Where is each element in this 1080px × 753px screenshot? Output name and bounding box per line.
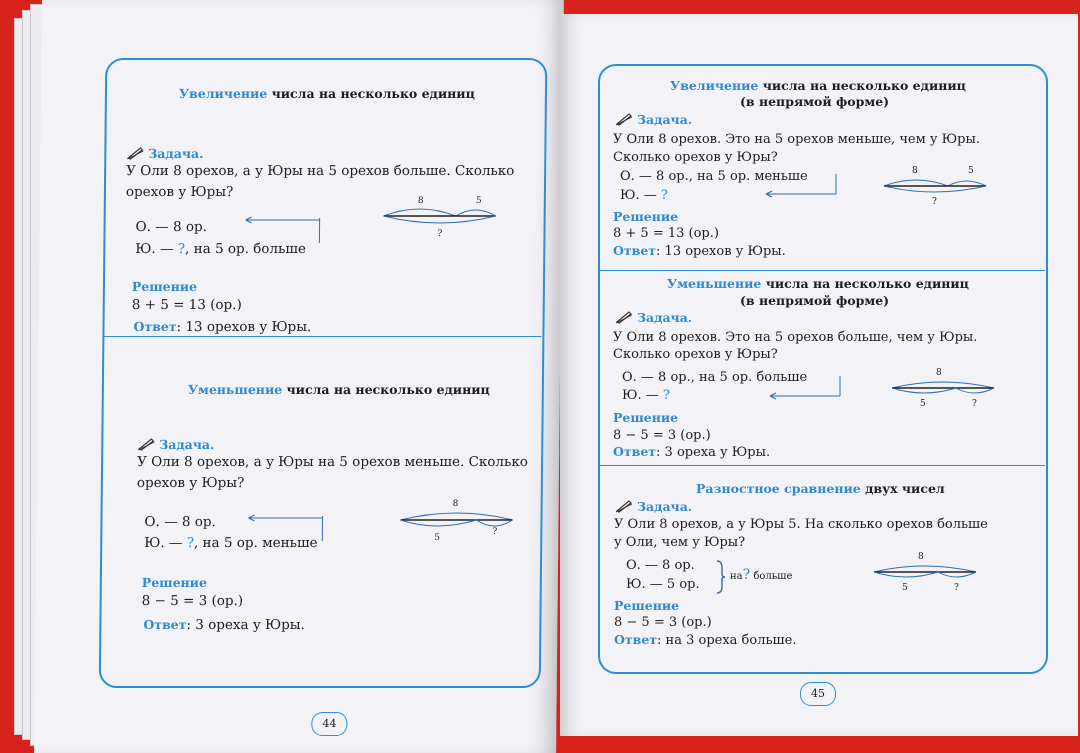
- svg-text:8: 8: [912, 166, 918, 176]
- condition-line: Ю. — ?: [622, 388, 670, 403]
- svg-text:?: ?: [972, 399, 977, 409]
- section-title: Уменьшение числа на несколько единиц: [187, 382, 490, 397]
- task-label: Задача.: [137, 437, 214, 452]
- brace-icon: [716, 560, 726, 594]
- section-title: Уменьшение числа на несколько единиц: [667, 276, 969, 291]
- answer-line: Ответ: 3 ореха у Юры.: [613, 444, 771, 460]
- task-text: Сколько орехов у Юры?: [613, 150, 778, 165]
- task-text: У Оли 8 орехов. Это на 5 орехов меньше, чем у Юры.: [613, 132, 980, 147]
- condition-arrow: [242, 516, 332, 546]
- segment-diagram: [890, 366, 1010, 410]
- solution-text: 8 − 5 = 3 (ор.): [613, 428, 711, 443]
- section-title: Увеличение числа на несколько единиц: [670, 78, 966, 93]
- condition-line: Ю. — 5 ор.: [626, 577, 700, 592]
- task-text: У Оли 8 орехов, а у Юры на 5 орехов меньше. Сколько: [137, 454, 529, 470]
- answer-line: Ответ: на 3 ореха больше.: [614, 632, 797, 648]
- svg-text:5: 5: [475, 196, 482, 206]
- condition-line: Ю. — ?, на 5 ор. меньше: [144, 535, 318, 551]
- pencil-icon: [615, 112, 633, 126]
- segment-diagram: [882, 164, 1002, 206]
- condition-line: О. — 8 ор., на 5 ор. больше: [622, 370, 808, 385]
- section-title: [179, 86, 475, 101]
- segment-diagram: [379, 194, 509, 239]
- svg-text:5: 5: [902, 583, 908, 593]
- task-label: Задача.: [126, 146, 203, 161]
- page-number: 44: [311, 712, 347, 736]
- task-label: Задача.: [615, 310, 692, 325]
- title-rest: числа на несколько единиц: [267, 86, 475, 101]
- svg-text:5: 5: [434, 533, 441, 543]
- task-label: Задача.: [615, 499, 692, 514]
- left-page: [34, 0, 564, 753]
- solution-text: 8 + 5 = 13 (ор.): [613, 226, 719, 241]
- solution-text: 8 − 5 = 3 (ор.): [614, 615, 712, 630]
- task-text: орехов у Юры?: [125, 184, 234, 200]
- answer-line: Ответ: 13 орехов у Юры.: [133, 319, 312, 335]
- pencil-icon: [126, 146, 144, 160]
- condition-arrow: [764, 376, 846, 402]
- task-text: у Оли, чем у Юры?: [614, 535, 746, 550]
- condition-line: О. — 8 ор., на 5 ор. меньше: [620, 169, 808, 184]
- condition-line: О. — 8 ор.: [626, 558, 695, 573]
- task-text: орехов у Юры?: [136, 475, 245, 491]
- page-number: 45: [800, 682, 836, 706]
- condition-arrow: [239, 218, 329, 248]
- svg-text:8: 8: [936, 368, 942, 378]
- answer-line: Ответ: 13 орехов у Юры.: [613, 243, 786, 259]
- section-divider: [103, 336, 541, 337]
- svg-text:?: ?: [492, 527, 498, 537]
- svg-text:8: 8: [452, 499, 459, 509]
- solution-label: Решение: [613, 209, 679, 224]
- condition-line: О. — 8 ор.: [135, 219, 208, 235]
- section-title: Разностное сравнение двух чисел: [696, 481, 945, 496]
- task-text: Сколько орехов у Юры?: [613, 347, 778, 362]
- condition-line: Ю. — ?, на 5 ор. больше: [135, 241, 307, 257]
- condition-line: О. — 8 ор.: [144, 514, 216, 530]
- condition-line: Ю. — ?: [620, 188, 668, 203]
- condition-arrow: [760, 174, 842, 200]
- title-colored: Увеличение: [178, 86, 268, 101]
- solution-label: Решение: [141, 575, 208, 590]
- solution-text: 8 + 5 = 13 (ор.): [131, 297, 242, 313]
- task-label: Задача.: [615, 112, 692, 127]
- task-text: У Оли 8 орехов, а у Юры на 5 орехов больше. Сколько: [126, 163, 515, 179]
- solution-text: 8 − 5 = 3 (ор.): [141, 593, 244, 609]
- brace-label: на? больше: [730, 567, 793, 583]
- pencil-icon: [137, 437, 155, 451]
- solution-label: Решение: [613, 410, 679, 425]
- svg-text:5: 5: [920, 399, 926, 409]
- task-text: У Оли 8 орехов, а у Юры 5. На сколько орехов больше: [614, 517, 988, 532]
- svg-text:?: ?: [932, 197, 937, 207]
- right-page: [560, 14, 1078, 736]
- svg-text:?: ?: [954, 583, 959, 593]
- pencil-icon: [615, 499, 633, 513]
- svg-text:5: 5: [968, 166, 974, 176]
- section-subtitle: (в непрямой форме): [740, 293, 890, 308]
- segment-diagram: [872, 550, 992, 594]
- answer-line: Ответ: 3 ореха у Юры.: [143, 617, 305, 633]
- svg-text:8: 8: [417, 196, 424, 206]
- section-divider: [599, 270, 1045, 271]
- section-subtitle: (в непрямой форме): [740, 94, 890, 109]
- task-text: У Оли 8 орехов. Это на 5 орехов больше, чем у Юры.: [613, 330, 978, 345]
- svg-text:8: 8: [918, 552, 924, 562]
- segment-diagram: [396, 496, 526, 542]
- solution-label: Решение: [131, 279, 198, 294]
- pencil-icon: [615, 310, 633, 324]
- svg-text:?: ?: [437, 229, 443, 239]
- section-divider: [599, 465, 1045, 466]
- solution-label: Решение: [614, 598, 680, 613]
